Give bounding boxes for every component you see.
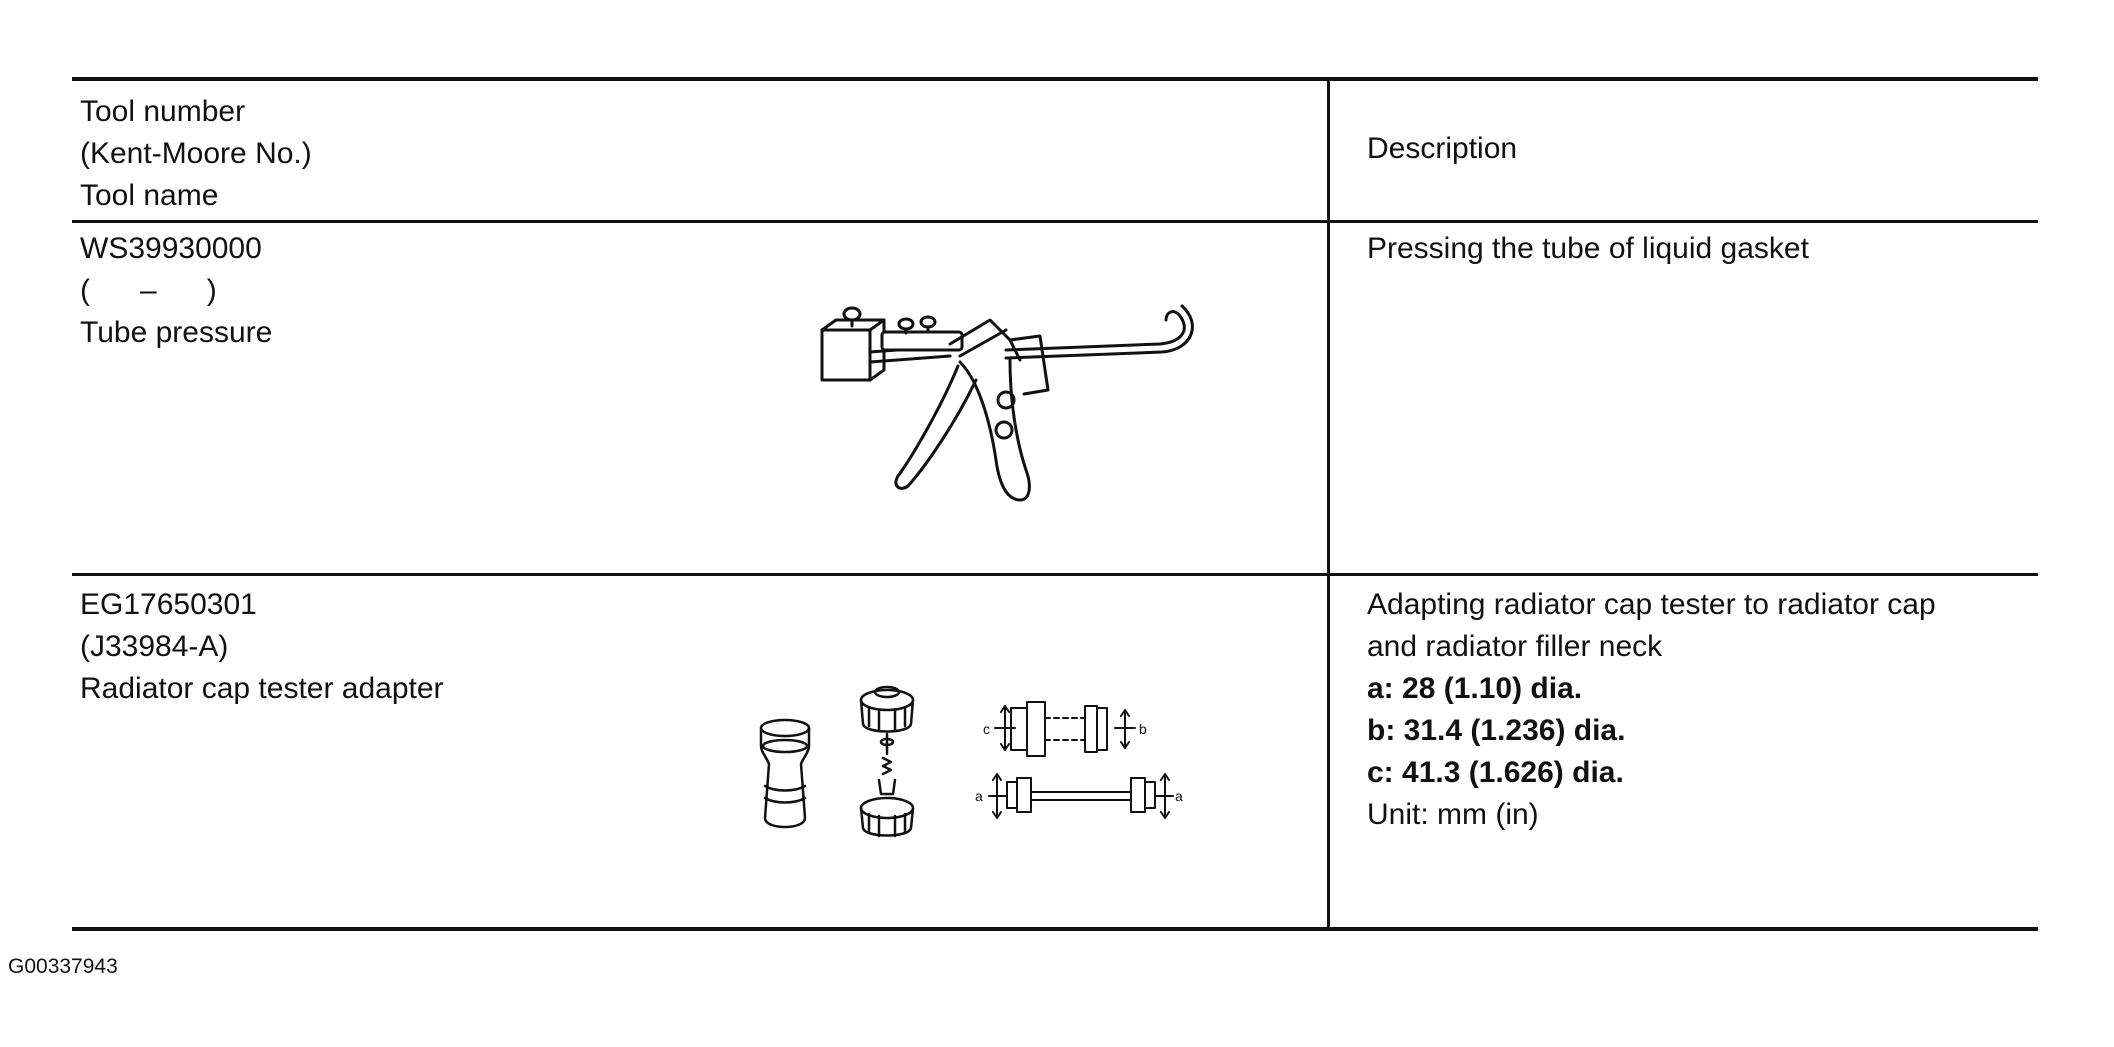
table-bottom-rule xyxy=(72,927,2038,931)
row1-bottom-rule xyxy=(72,573,2038,576)
description-line: Pressing the tube of liquid gasket xyxy=(1367,232,1809,265)
kent-moore-number: ( – ) xyxy=(80,274,217,307)
spec-line-b: b: 31.4 (1.236) dia. xyxy=(1367,714,1626,747)
radiator-cap-tester-adapter-icon xyxy=(745,668,1305,858)
column-divider xyxy=(1327,80,1330,930)
header-tool-number: Tool number xyxy=(80,95,246,128)
tool-number: WS39930000 xyxy=(80,232,262,265)
table-row-2-description xyxy=(1367,584,1936,836)
spec-line-c: c: 41.3 (1.626) dia. xyxy=(1367,756,1624,789)
tool-name: Radiator cap tester adapter xyxy=(80,672,444,705)
figure-id: G00337943 xyxy=(8,955,118,978)
header-kent-moore: (Kent-Moore No.) xyxy=(80,137,312,170)
dim-label-c: c xyxy=(983,721,990,737)
table-row-1-description xyxy=(1367,228,1809,270)
table-row-1-tool xyxy=(80,228,272,354)
tool-number: EG17650301 xyxy=(80,588,257,621)
description-line: Adapting radiator cap tester to radiator cap xyxy=(1367,588,1936,621)
description-line: and radiator filler neck xyxy=(1367,630,1663,663)
table-top-rule xyxy=(72,77,2038,81)
spec-line-a: a: 28 (1.10) dia. xyxy=(1367,672,1583,705)
header-tool-name: Tool name xyxy=(80,179,219,212)
kent-moore-number: (J33984-A) xyxy=(80,630,229,663)
header-bottom-rule xyxy=(72,220,2038,223)
dim-label-a-left: a xyxy=(975,788,983,804)
dim-label-a-right: a xyxy=(1175,788,1183,804)
table-row-2-tool xyxy=(80,584,444,710)
dim-label-b: b xyxy=(1139,721,1147,737)
liquid-gasket-tube-presser-icon xyxy=(810,300,1210,510)
header-tool-column xyxy=(80,91,312,217)
header-description: Description xyxy=(1367,132,1518,165)
unit-line: Unit: mm (in) xyxy=(1367,798,1539,831)
tool-name: Tube pressure xyxy=(80,316,273,349)
